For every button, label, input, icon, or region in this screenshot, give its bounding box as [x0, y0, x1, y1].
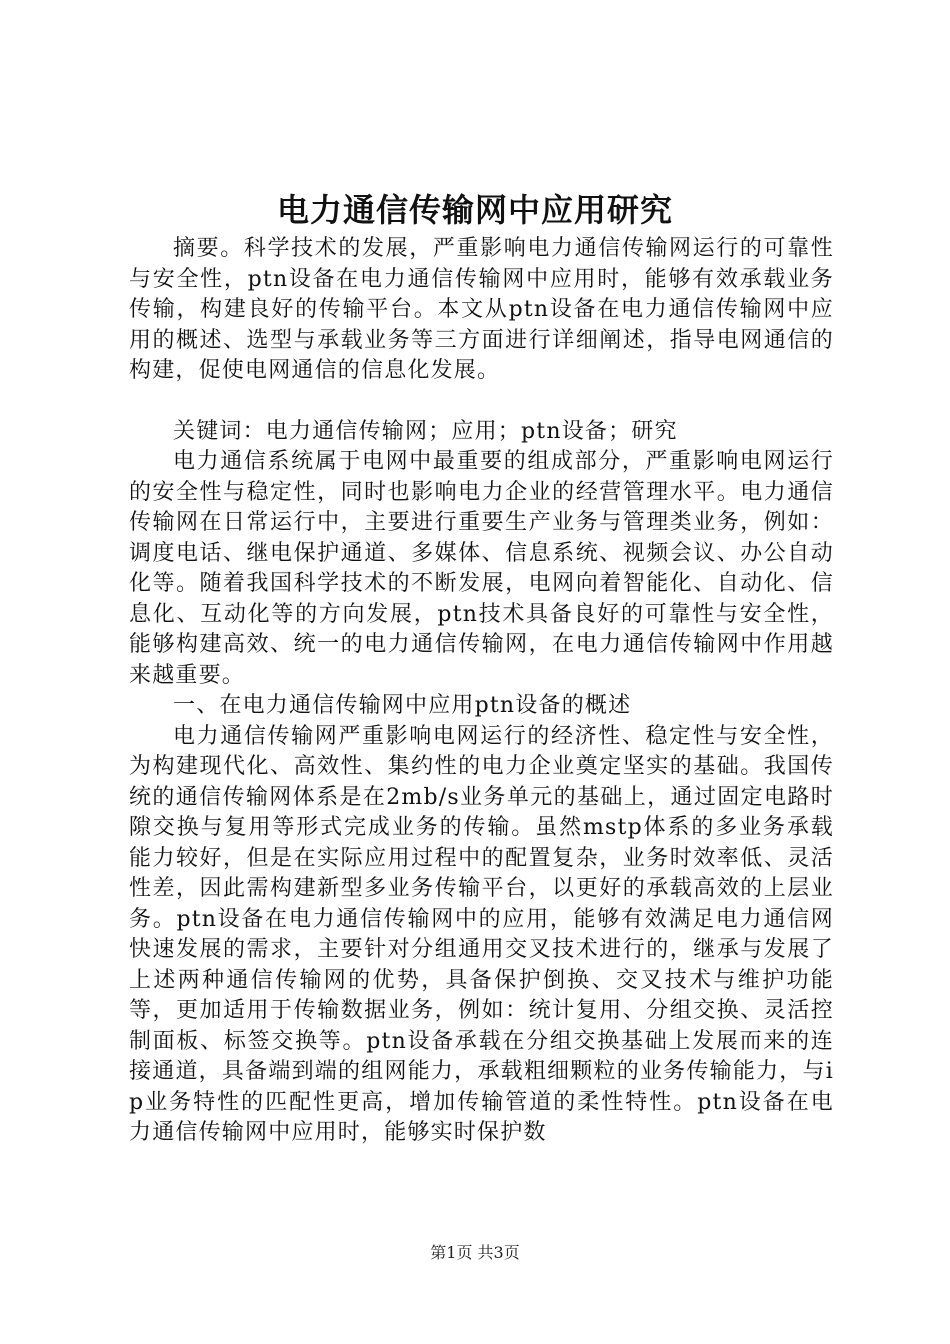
- page-number-footer: 第1页 共3页: [430, 1243, 520, 1262]
- abstract-paragraph: 摘要。科学技术的发展，严重影响电力通信传输网运行的可靠性与安全性，ptn设备在电力通信传输网中应用时，能够有效承载业务传输，构建良好的传输平台。本文从ptn设备在电力通信传输网中应用的概述、选型与承载业务等三方面进行详细阐述，指导电网通信的构建，促使电网通信的信息化发展。: [129, 236, 834, 383]
- keywords-paragraph: 关键词：电力通信传输网；应用；ptn设备；研究: [173, 418, 678, 444]
- intro-paragraph: 电力通信系统属于电网中最重要的组成部分，严重影响电网运行的安全性与稳定性，同时也影响电力企业的经营管理水平。电力通信传输网在日常运行中，主要进行重要生产业务与管理类业务，例如：调度电话、继电保护通道、多媒体、信息系统、视频会议、办公自动化等。随着我国科学技术的不断发展，电网向着智能化、自动化、信息化、互动化等的方向发展，ptn技术具备良好的可靠性与安全性，能够构建高效、统一的电力通信传输网，在电力通信传输网中作用越来越重要。: [129, 449, 834, 688]
- section-heading: 一、在电力通信传输网中应用ptn设备的概述: [173, 693, 632, 718]
- section-paragraph: 电力通信传输网严重影响电网运行的经济性、稳定性与安全性，为构建现代化、高效性、集约性的电力企业奠定坚实的基础。我国传统的通信传输网体系是在2mb/s业务单元的基础上，通过固定电路时隙交换与复用等形式完成业务的传输。虽然mstp体系的多业务承载能力较好，但是在实际应用过程中的配置复杂，业务时效率低、灵活性差，因此需构建新型多业务传输平台，以更好的承载高效的上层业务。ptn设备在电力通信传输网中的应用，能够有效满足电力通信网快速发展的需求，主要针对分组通用交叉技术进行的，继承与发展了上述两种通信传输网的优势，具备保护倒换、交叉技术与维护功能等，更加适用于传输数据业务，例如：统计复用、分组交换、灵活控制面板、标签交换等。ptn设备承载在分组交换基础上发展而来的连接通道，具备端到端的组网能力，承载粗细颗粒的业务传输能力，与ip业务特性的匹配性更高，增加传输管道的柔性特性。ptn设备在电力通信传输网中应用时，能够实时保护数: [129, 723, 834, 1145]
- document-title: 电力通信传输网中应用研究: [276, 191, 673, 229]
- document-body: [129, 234, 834, 1149]
